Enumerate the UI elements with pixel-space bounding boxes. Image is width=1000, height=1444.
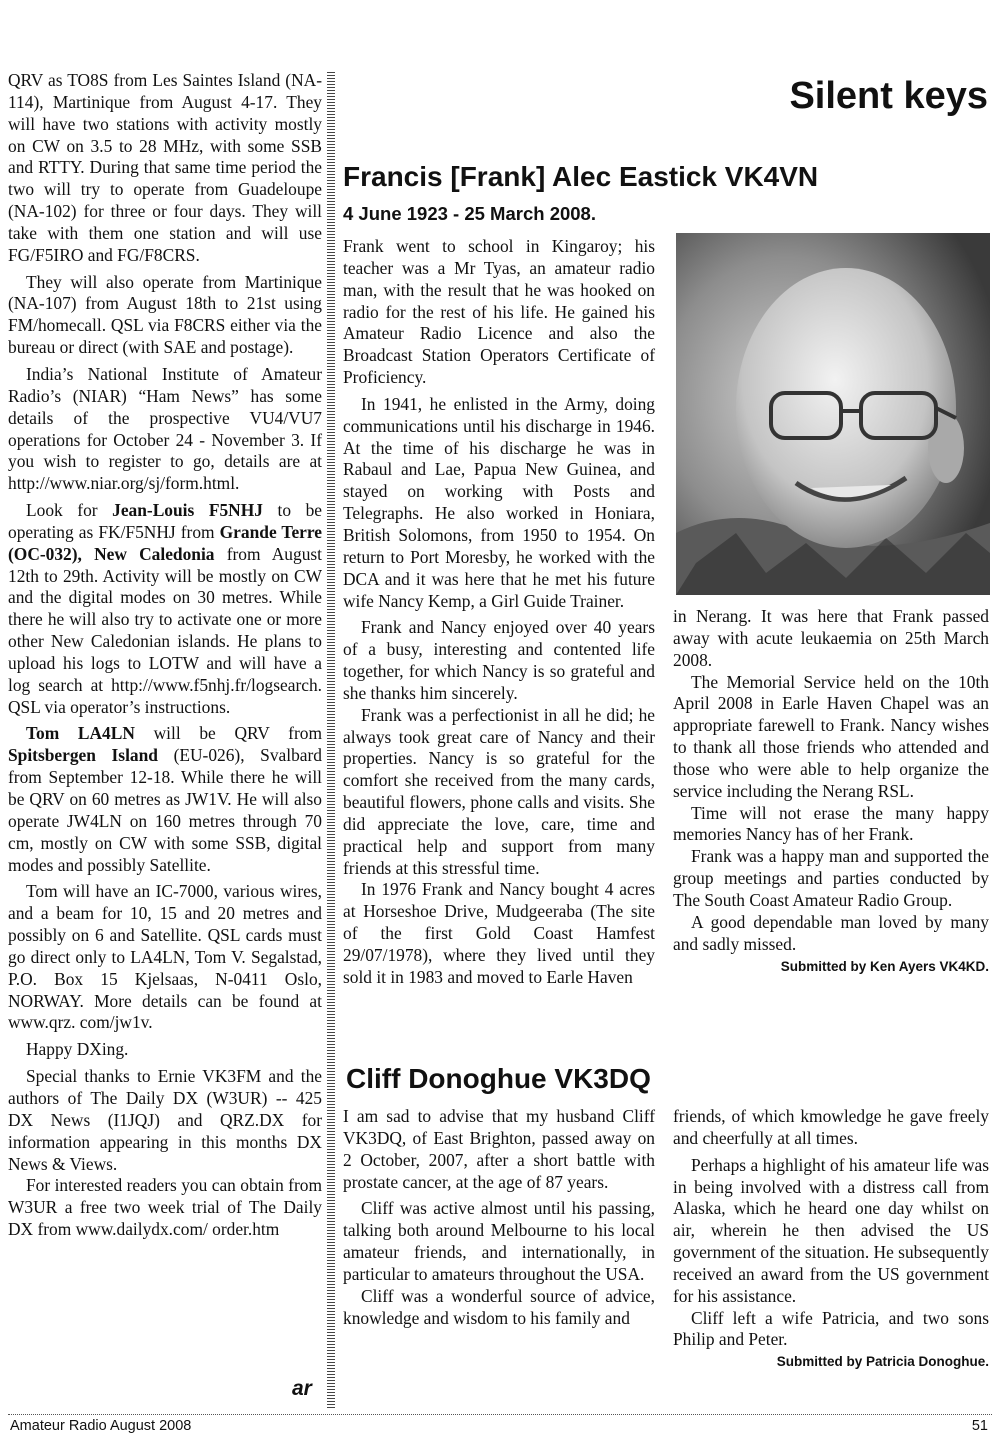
article1-column-b [673, 606, 989, 982]
location-bold: Spitsbergen Island [8, 745, 158, 766]
footer-rule [8, 1414, 992, 1415]
portrait-photo-icon [676, 233, 990, 595]
dx-paragraph: They will also operate from Martinique (NA-107) from August 18th to 21st using FM/homecall. QSL via F8CRS either via the bureau or direct (with SAE and postage). [8, 271, 322, 358]
dx-paragraph: Tom will have an IC-7000, various wires, and a beam for 10, 15 and 20 metres and possibly on 6 and Satellite. QSL cards must go direct only to LA4LN, Tom V. Segalstad, P.O. Box 15 Kjelsaas, N-0411 Oslo, NORWAY. More details can be found at www.qrz. com/jw1v. [8, 881, 322, 1033]
dx-paragraph: For interested readers you can obtain from W3UR a free two week trial of The Daily DX from www.dailydx.com/ order.htm [8, 1175, 322, 1240]
article1-paragraph: Frank and Nancy enjoyed over 40 years of a busy, interesting and contented life together, for which Nancy is so grateful and she thanks him sincerely. [343, 617, 655, 703]
text-run: (EU-026), Svalbard from September 12-18. While there he will be QRV on 60 metres as JW1V. He will also operate JW4LN on 160 metres through 70 cm, mostly on CW with some SSB, digital modes and possibly Satellite. [8, 745, 322, 875]
article2-column-b [673, 1106, 989, 1378]
article1-paragraph: Frank was a perfectionist in all he did; he always took great care of Nancy and their properties. Nancy is so grateful for the comfort she received from the many cards, beautiful flowers, phone calls and visits. She did appreciate the love, care, time and practical help and support from many friends at this stressful time. [343, 704, 655, 878]
article1-paragraph: Time will not erase the many happy memories Nancy has of her Frank. [673, 802, 989, 845]
article2-paragraph: Cliff was a wonderful source of advice, knowledge and wisdom to his family and [343, 1285, 655, 1328]
article1-column-a [343, 236, 655, 994]
section-title: Silent keys [789, 75, 988, 117]
article1-paragraph: In 1941, he enlisted in the Army, doing communications until his discharge in 1946. At the time of his discharge he was in Rabaul and Lae, Papua New Guinea, and stayed on working with Posts and Telegraphs. He also worked in Honiara, British Solomons, from 1950 to 1954. On return to Port Moresby, he worked with the DCA and it was here that he met his future wife Nancy Kemp, a Girl Guide Trainer. [343, 393, 655, 611]
article1-credit: Submitted by Ken Ayers VK4KD. [780, 958, 989, 974]
column-divider [327, 72, 335, 1408]
article2-paragraph: Perhaps a highlight of his amateur life was in being involved with a distress call from Alaska, which he heard one day whilst on air, wherein he then advised the US government of the situation. He subsequently received an award from the US government for his assistance. [673, 1154, 989, 1306]
article2-column-a [343, 1106, 655, 1334]
callsign-bold: Jean-Louis F5NHJ [112, 500, 263, 521]
dx-paragraph [8, 500, 322, 718]
text-run: will be QRV from [134, 723, 322, 744]
dx-news-column [8, 70, 322, 1246]
article2-headline: Cliff Donoghue VK3DQ [346, 1063, 651, 1094]
article1-paragraph: Frank went to school in Kingaroy; his teacher was a Mr Tyas, an amateur radio man, with the result that he was hooked on radio for the rest of his life. He gained his Amateur Radio Licence and also the Broadcast Station Operators Certificate of Proficiency. [343, 236, 655, 388]
footer-publication: Amateur Radio August 2008 [10, 1418, 192, 1434]
dx-paragraph [8, 723, 322, 876]
portrait-illustration [676, 233, 990, 595]
article1-dates: 4 June 1923 - 25 March 2008. [343, 203, 596, 224]
article2-paragraph: I am sad to advise that my husband Cliff VK3DQ, of East Brighton, passed away on 2 October, 2007, after a short battle with prostate cancer, at the age of 87 years. [343, 1106, 655, 1192]
dx-paragraph: QRV as TO8S from Les Saintes Island (NA-114), Martinique from August 4-17. They will have two stations with activity mostly on CW on 3.5 to 28 MHz, with some SSB and RTTY. During that same time period the two will try to operate from Guadeloupe (NA-102) for three or four days. They will take with them one station and will use FG/F5IRO and FG/F8CRS. [8, 70, 322, 265]
text-run: to be operating as FK/F5NHJ from [8, 500, 323, 542]
page-number: 51 [971, 1418, 988, 1434]
article2-paragraph: Cliff was active almost until his passing, talking both around Melbourne to his local amateur friends, and internationally, in particular to amateurs throughout the USA. [343, 1198, 655, 1284]
article1-paragraph: The Memorial Service held on the 10th April 2008 in Earle Haven Chapel was an appropriate farewell to Frank. Nancy wishes to thank all those friends who attended and those who were able to help organize the service including the Nerang RSL. [673, 671, 989, 801]
article-end-mark: ar [292, 1377, 312, 1400]
article1-paragraph: Frank was a happy man and supported the group meetings and parties conducted by The South Coast Amateur Radio Group. [673, 846, 989, 910]
article2-paragraph: Cliff left a wife Patricia, and two sons Philip and Peter. [673, 1307, 989, 1350]
text-run: from August 12th to 29th. Activity will be mostly on CW and the digital modes on 30 metres. While there he will also try to activate one or more other New Caledonian islands. He plans to upload his logs to LOTW and will have a log search at http://www.f5nhj.fr/logsearch. QSL via operator’s instructions. [8, 543, 322, 717]
dx-paragraph: Special thanks to Ernie VK3FM and the authors of The Daily DX (W3UR) -- 425 DX News (I1JQJ) and QRZ.DX for information appearing in this months DX News & Views. [8, 1066, 322, 1174]
callsign-bold: Tom LA4LN [26, 723, 135, 744]
article1-paragraph: In 1976 Frank and Nancy bought 4 acres at Horseshoe Drive, Mudgeeraba (The site of the first Gold Coast Hamfest 29/07/1978), where they lived until they sold it in 1983 and moved to Earle Haven [343, 879, 655, 987]
article2-credit: Submitted by Patricia Donoghue. [776, 1354, 989, 1370]
article2-paragraph: friends, of which kmowledge he gave freely and cheerfully at all times. [673, 1106, 989, 1148]
dx-paragraph: India’s National Institute of Amateur Radio’s (NIAR) “Ham News” has some details of the prospective VU4/VU7 operations for October 24 - November 3. If you wish to register to go, details are at http://www.niar.org/sj/form.html. [8, 363, 322, 494]
dx-paragraph: Happy DXing. [26, 1039, 129, 1060]
text-run: Look for [26, 500, 113, 521]
article1-paragraph: A good dependable man loved by many and sadly missed. [673, 911, 989, 954]
article1-headline: Francis [Frank] Alec Eastick VK4VN [343, 161, 819, 192]
location-bold: Grande Terre (OC-032), New Caledonia [8, 521, 322, 564]
article1-paragraph: in Nerang. It was here that Frank passed away with acute leukaemia on 25th March 2008. [673, 606, 989, 670]
